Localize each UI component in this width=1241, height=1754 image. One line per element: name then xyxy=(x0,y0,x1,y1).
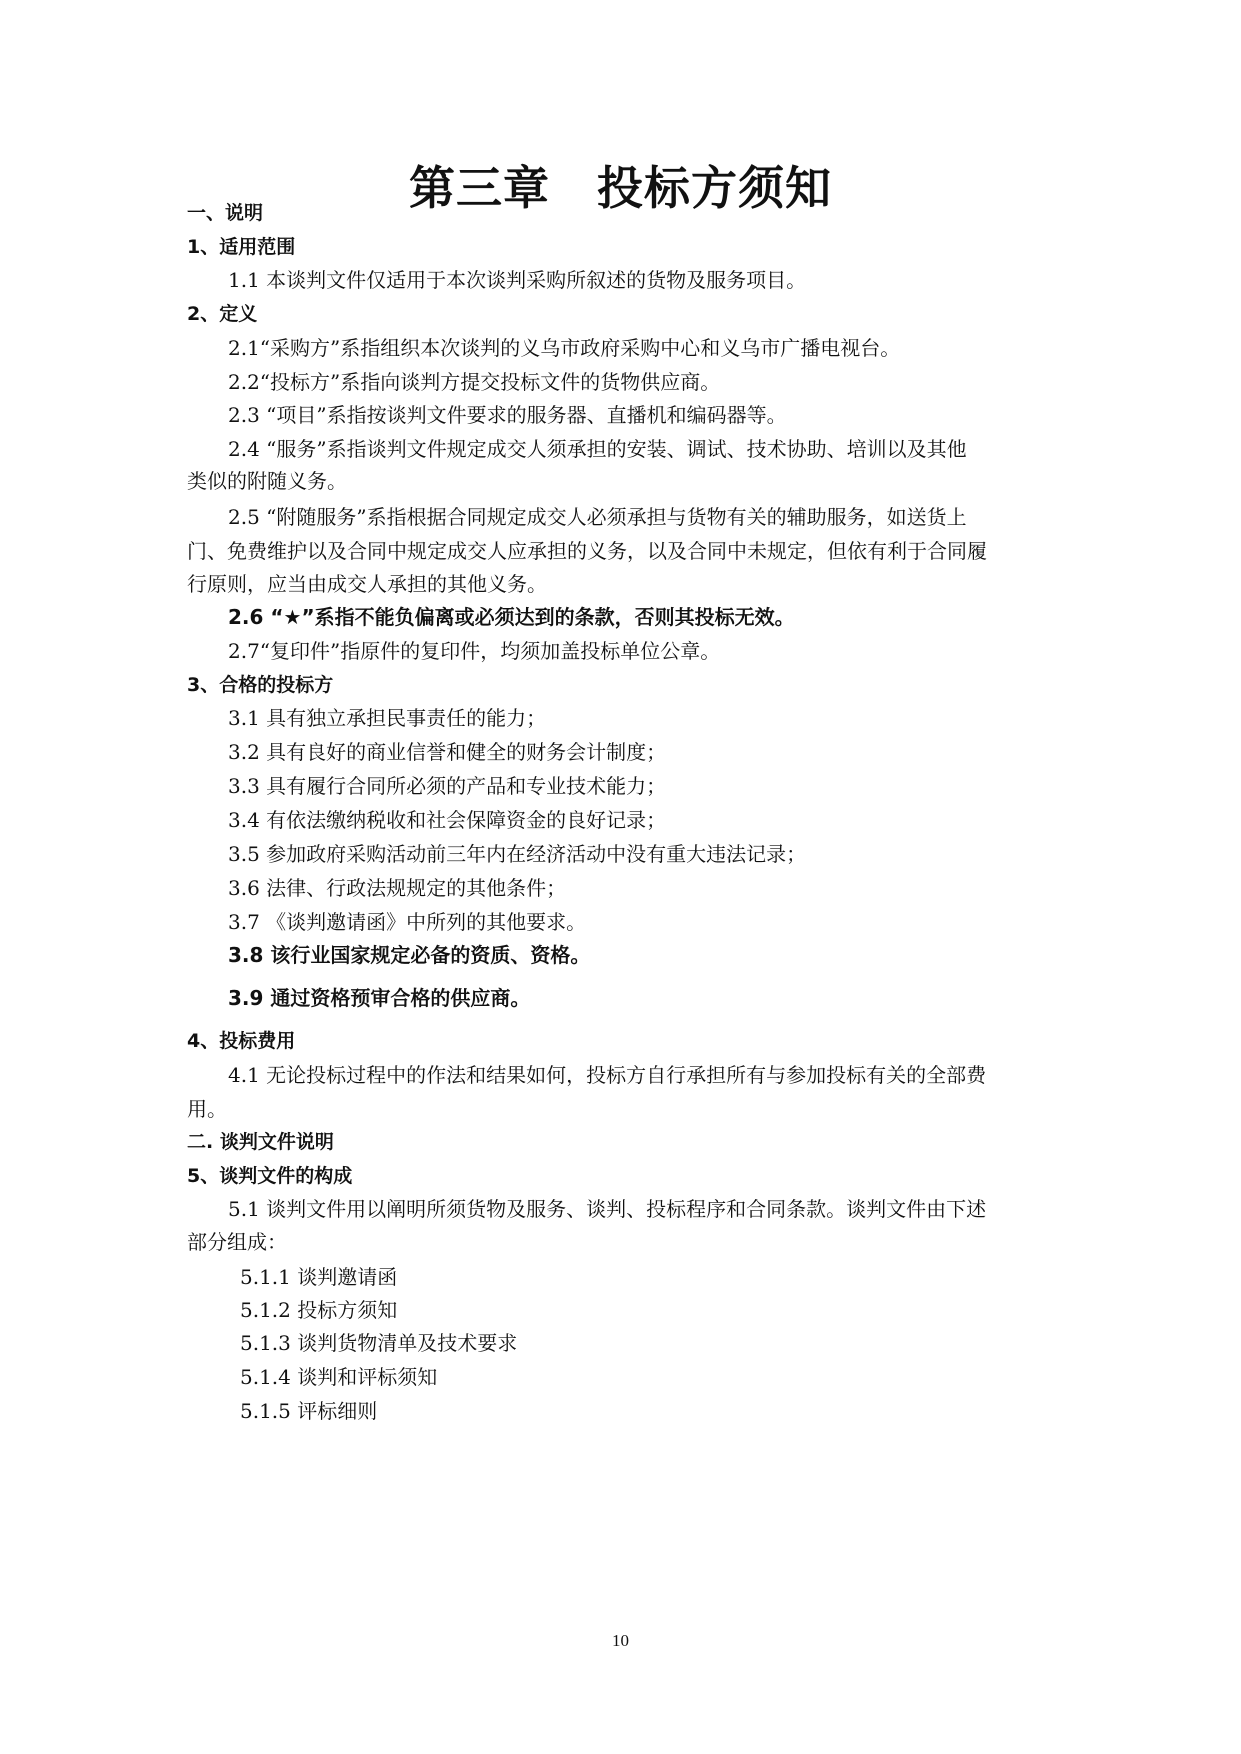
paragraph-line: 行原则，应当由成交人承担的其他义务。 xyxy=(187,572,547,596)
paragraph-line: 5.1.3 谈判货物清单及技术要求 xyxy=(240,1331,518,1355)
paragraph-line: 3.2 具有良好的商业信誉和健全的财务会计制度； xyxy=(228,740,667,764)
section-heading: 5、谈判文件的构成 xyxy=(187,1165,353,1187)
paragraph-line: 类似的附随义务。 xyxy=(187,469,347,493)
paragraph-line: 2.2“投标方”系指向谈判方提交投标文件的货物供应商。 xyxy=(228,370,721,394)
paragraph-line: 2.3 “项目”系指按谈判文件要求的服务器、直播机和编码器等。 xyxy=(228,403,787,427)
section-heading: 1、适用范围 xyxy=(187,236,296,258)
paragraph-line: 3.9 通过资格预审合格的供应商。 xyxy=(228,986,531,1010)
paragraph-line: 3.8 该行业国家规定必备的资质、资格。 xyxy=(228,943,591,967)
paragraph-line: 2.7“复印件”指原件的复印件，均须加盖投标单位公章。 xyxy=(228,639,721,663)
paragraph-line: 5.1.2 投标方须知 xyxy=(240,1298,398,1322)
chapter-title: 第三章 投标方须知 xyxy=(409,161,832,215)
section-heading: 3、合格的投标方 xyxy=(187,674,334,696)
paragraph-line: 5.1.4 谈判和评标须知 xyxy=(240,1365,438,1389)
paragraph-line: 2.1“采购方”系指组织本次谈判的义乌市政府采购中心和义乌市广播电视台。 xyxy=(228,336,901,360)
paragraph-line: 2.5 “附随服务”系指根据合同规定成交人必须承担与货物有关的辅助服务，如送货上 xyxy=(228,505,967,529)
section-heading: 2、定义 xyxy=(187,303,258,325)
page-number: 10 xyxy=(612,1631,629,1650)
paragraph-line: 2.4 “服务”系指谈判文件规定成交人须承担的安装、调试、技术协助、培训以及其他 xyxy=(228,437,967,461)
paragraph-line: 5.1 谈判文件用以阐明所须货物及服务、谈判、投标程序和合同条款。谈判文件由下述 xyxy=(228,1197,987,1221)
paragraph-line: 3.5 参加政府采购活动前三年内在经济活动中没有重大违法记录； xyxy=(228,842,807,866)
paragraph-line: 2.6 “★”系指不能负偏离或必须达到的条款，否则其投标无效。 xyxy=(228,605,795,629)
paragraph-line: 4.1 无论投标过程中的作法和结果如何，投标方自行承担所有与参加投标有关的全部费 xyxy=(228,1063,987,1087)
paragraph-line: 门、免费维护以及合同中规定成交人应承担的义务，以及合同中未规定，但依有利于合同履 xyxy=(187,539,987,563)
section-heading: 4、投标费用 xyxy=(187,1030,296,1052)
paragraph-line: 1.1 本谈判文件仅适用于本次谈判采购所叙述的货物及服务项目。 xyxy=(228,268,807,292)
paragraph-line: 用。 xyxy=(187,1097,227,1121)
paragraph-line: 3.4 有依法缴纳税收和社会保障资金的良好记录； xyxy=(228,808,667,832)
paragraph-line: 3.3 具有履行合同所必须的产品和专业技术能力； xyxy=(228,774,667,798)
paragraph-line: 5.1.5 评标细则 xyxy=(240,1399,378,1423)
section-heading: 一、说明 xyxy=(187,202,264,224)
paragraph-line: 部分组成： xyxy=(187,1230,287,1254)
paragraph-line: 3.6 法律、行政法规规定的其他条件； xyxy=(228,876,567,900)
paragraph-line: 3.1 具有独立承担民事责任的能力； xyxy=(228,706,547,730)
section-heading: 二. 谈判文件说明 xyxy=(187,1131,334,1153)
paragraph-line: 5.1.1 谈判邀请函 xyxy=(240,1265,398,1289)
paragraph-line: 3.7 《谈判邀请函》中所列的其他要求。 xyxy=(228,910,587,934)
